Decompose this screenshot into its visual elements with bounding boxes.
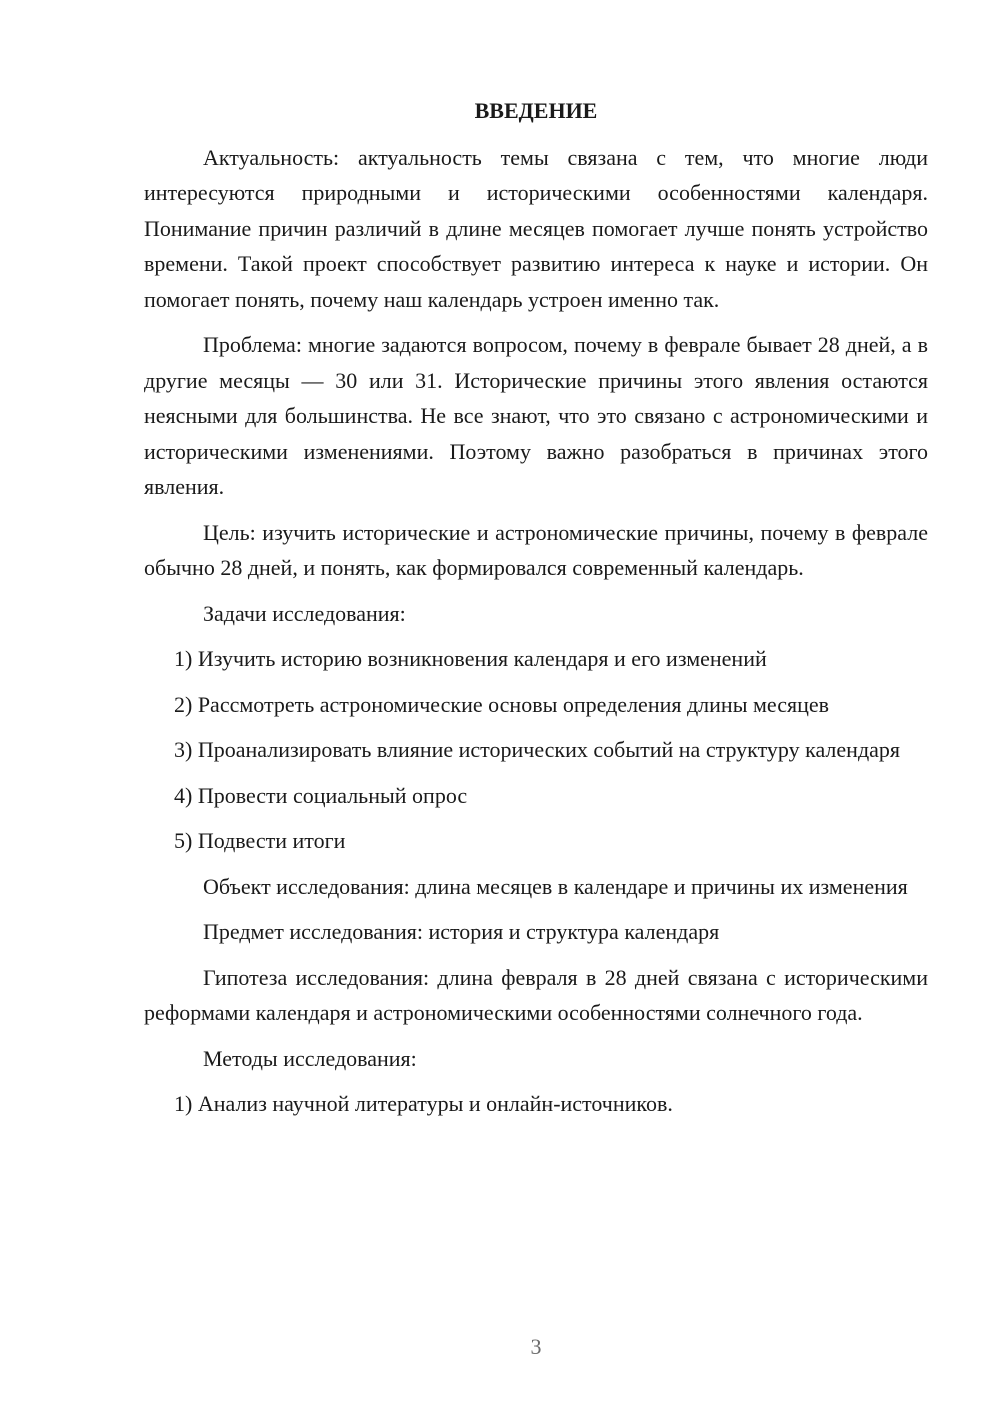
document-page xyxy=(144,93,928,1132)
hypothesis-paragraph: Гипотеза исследования: длина февраля в 28 дней связана с историческими реформами календаря и астрономическими особенностями солнечного года. xyxy=(144,964,928,1025)
relevance-paragraph: Актуальность: актуальность темы связана с тем, что многие люди интересуются природными и историческими особенностями календаря. Понимание причин различий в длине месяцев помогает лучше понять устройство времени. Такой проект способствует развитию интереса к науке и истории. Он помогает понять, почему наш календарь устроен именно так. xyxy=(144,144,928,312)
task-item: 3) Проанализировать влияние исторических событий на структуру календаря xyxy=(174,737,901,762)
tasks-heading: Задачи исследования: xyxy=(203,600,406,626)
object-paragraph: Объект исследования: длина месяцев в календаре и причины их изменения xyxy=(203,873,908,899)
task-item: 2) Рассмотреть астрономические основы определения длины месяцев xyxy=(174,691,830,717)
task-item: 1) Изучить историю возникновения календаря и его изменений xyxy=(174,646,767,671)
problem-paragraph: Проблема: многие задаются вопросом, почему в феврале бывает 28 дней, а в другие месяцы — 30 или 31. Исторические причины этого явления остаются неясными для большинства. Не все знают, что это связано с астрономическими и историческими изменениями. Поэтому важно разобраться в причинах этого явления. xyxy=(144,332,928,499)
section-heading: ВВЕДЕНИЕ xyxy=(474,98,598,123)
goal-paragraph: Цель: изучить исторические и астрономические причины, почему в феврале обычно 28 дней, и понять, как формировался современный календарь. xyxy=(144,519,928,580)
task-item: 5) Подвести итоги xyxy=(174,828,346,853)
page-number: 3 xyxy=(530,1334,542,1359)
task-item: 4) Провести социальный опрос xyxy=(174,782,468,808)
methods-heading: Методы исследования: xyxy=(203,1045,417,1071)
method-item: 1) Анализ научной литературы и онлайн-источников. xyxy=(174,1091,673,1116)
subject-paragraph: Предмет исследования: история и структура календаря xyxy=(203,919,720,944)
